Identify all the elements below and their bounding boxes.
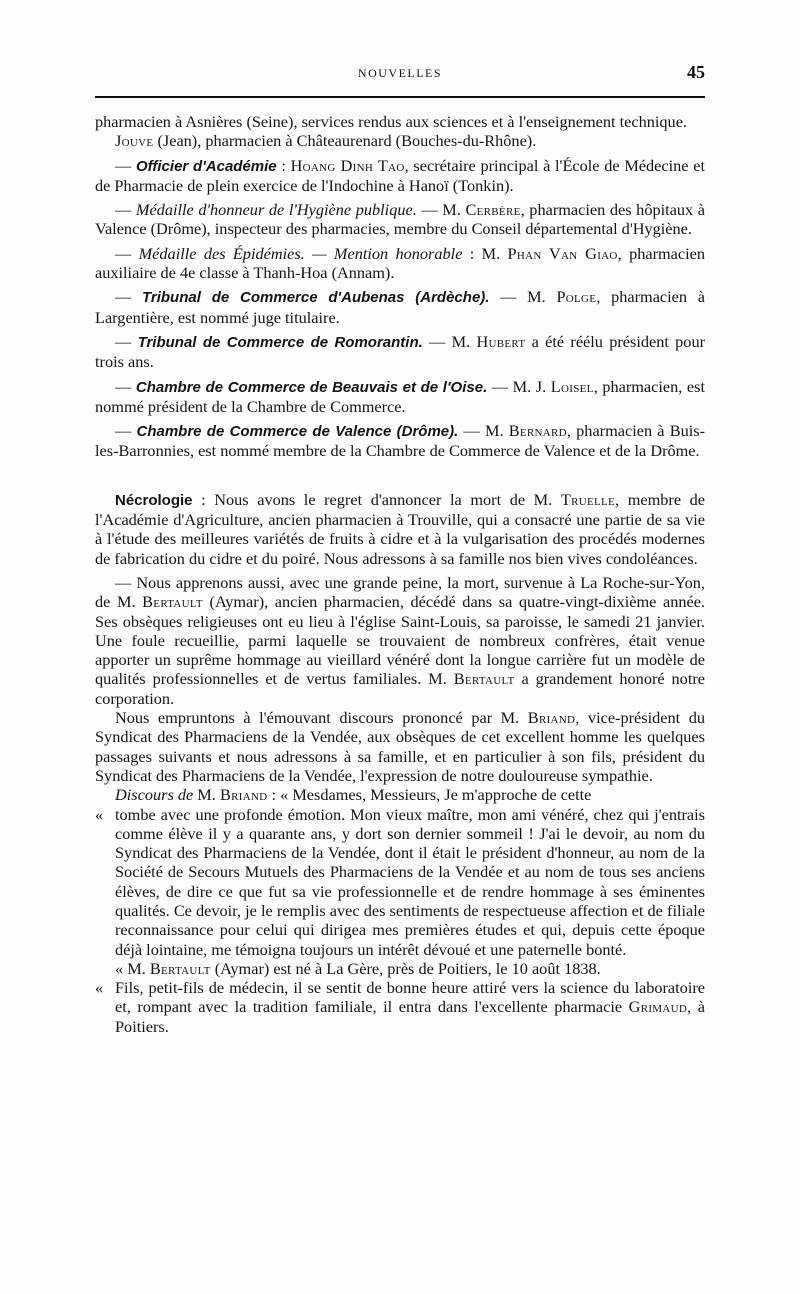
text-run: , pharmacien, est nommé président de la Chambre de Commerce. xyxy=(95,376,705,416)
text-run: — xyxy=(115,376,136,396)
text-run: a été réélu président pour trois ans. xyxy=(95,331,706,372)
running-head: NOUVELLES xyxy=(357,66,443,80)
person-name: Bertault xyxy=(453,669,515,689)
text-run: — xyxy=(115,421,137,441)
text-run: , membre de l'Académie d'Agriculture, ancien pharmacien à Trouville, qui a consacré une partie de sa vie à l'étude des meilleures variétés de fruits à cidre et à la vulgarisation des procédés modernes de fabrication du cidre et du poiré. Nous adressons à sa famille nos bien vives condoléances. xyxy=(95,489,706,568)
text-run: M. xyxy=(193,785,220,805)
section-heading: Chambre de Commerce de Beauvais et de l'Oise. xyxy=(135,378,488,396)
paragraph xyxy=(95,421,705,461)
text-run: — xyxy=(115,200,136,220)
person-name: Polge xyxy=(556,287,597,307)
person-name: Briand xyxy=(527,708,576,728)
section-heading: Chambre de Commerce de Valence (Drôme). xyxy=(136,423,459,441)
paragraph xyxy=(95,287,705,327)
person-name: Bertault xyxy=(142,592,203,612)
person-name: Phan Van Giao xyxy=(507,243,618,263)
paragraph xyxy=(95,805,705,959)
text-run: — M. xyxy=(416,200,466,220)
text-run: (Aymar), ancien pharmacien, décédé dans sa quatre-vingt-dixième année. Ses obsèques religieuses ont eu lieu à l'église Saint-Louis, sa paroisse, le samedi 21 janvier. Une foule recueillie, parmi laquelle se trouvaient de nombreux confrères, était venue apporter un suprême hommage au vieillard vénéré dont la longue carrière fut un modèle de qualités professionnelles et de vertus familiales. M. xyxy=(95,592,705,689)
italic-heading: Médaille d'honneur de l'Hygiène publique. xyxy=(135,200,417,220)
paragraph xyxy=(95,573,705,708)
text-run: : « Mesdames, Messieurs, Je m'approche de cette xyxy=(267,785,592,805)
text-run: — M. xyxy=(458,421,509,441)
paragraph xyxy=(95,156,705,196)
section-heading: Officier d'Académie xyxy=(136,157,277,175)
section-heading: Tribunal de Commerce de Romorantin. xyxy=(137,333,423,351)
text-run: : Nous avons le regret d'annoncer la mort de M. xyxy=(192,489,561,509)
page-number: 45 xyxy=(687,62,705,82)
paragraph xyxy=(95,959,705,978)
text-run: — xyxy=(115,155,136,175)
text-run: Nous empruntons à l'émouvant discours prononcé par M. xyxy=(115,708,528,728)
quote-mark: « xyxy=(95,978,104,998)
text-run: — M. J. xyxy=(487,376,551,396)
text-run: , pharmacien à Buis-les-Barronnies, est nommé membre de la Chambre de Commerce de Valence et de la Drôme. xyxy=(95,421,705,461)
person-name: Loisel xyxy=(550,376,594,396)
paragraph xyxy=(95,785,705,804)
italic-heading: Discours de xyxy=(115,785,194,805)
quote-mark: « xyxy=(95,804,104,824)
paragraph xyxy=(95,708,705,785)
section-heading: Tribunal de Commerce d'Aubenas (Ardèche). xyxy=(142,289,490,307)
text-run: , pharmacien à Largentière, est nommé juge titulaire. xyxy=(95,287,705,327)
person-name: Cerbère xyxy=(465,200,521,220)
text-run: , secrétaire principal à l'École de Médecine et de Pharmacie de plein exercice de l'Indochine à Hanoï (Tonkin). xyxy=(95,155,705,195)
text-run: — xyxy=(115,287,142,307)
text-run: Fils, petit-fils de médecin, il se sentit de bonne heure attiré vers la science du laboratoire et, rompant avec la tradition familiale, il entra dans l'excellente pharmacie xyxy=(115,978,705,1017)
text-run: — M. xyxy=(422,331,477,351)
text-run: tombe avec une profonde émotion. Mon vieux maître, mon ami vénéré, chez qui j'entrais comme élève il y a quarante ans, y dort son dernier sommeil ! J'ai le devoir, au nom du Syndicat des Pharmaciens de la Vendée, dont il était le président d'honneur, au nom de la Société de Secours Mutuels des Pharmaciens de la Vendée et au nom de tous ses anciens élèves, de dire ce que fut sa vie professionnelle et de rendre hommage à ses éminentes qualités. Ce devoir, je le remplis avec des sentiments de respectueuse affection et de filiale reconnaissance pour celui qui dirigea mes premières études et qui, depuis cette époque déjà lointaine, me témoigna toujours un intérêt dévoué et une paternelle bonté. xyxy=(115,804,705,959)
text-run: : xyxy=(276,155,291,175)
section-heading: Nécrologie xyxy=(115,491,193,509)
article-body xyxy=(95,112,705,1036)
text-run: , pharmacien des hôpitaux à Valence (Drôme), inspecteur des pharmacies, membre du Conseil départemental d'Hygiène. xyxy=(95,200,706,239)
text-run: pharmacien à Asnières (Seine), services rendus aux sciences et à l'enseignement technique. xyxy=(95,112,687,131)
text-run: , pharmacien auxiliaire de 4e classe à Thanh-Hoa (Annam). xyxy=(95,243,705,283)
paragraph xyxy=(95,332,705,372)
text-run: a grandement honoré notre corporation. xyxy=(95,669,705,708)
person-name: Jouve xyxy=(115,131,154,151)
page-header xyxy=(95,62,705,92)
text-run: — M. xyxy=(489,287,557,307)
paragraph xyxy=(95,978,705,1036)
text-run: (Aymar) est né à La Gère, près de Poitiers, le 10 août 1838. xyxy=(210,958,601,978)
paragraph xyxy=(95,244,705,283)
text-run: — xyxy=(115,331,138,351)
person-name: Bertault xyxy=(149,958,211,978)
text-run: (Jean), pharmacien à Châteaurenard (Bouches-du-Rhône). xyxy=(153,131,537,151)
paragraph xyxy=(95,131,705,150)
person-name: Truelle xyxy=(560,489,616,509)
paragraph xyxy=(95,377,705,417)
paragraph xyxy=(95,490,705,568)
paragraph xyxy=(95,200,705,239)
paragraph xyxy=(95,112,705,131)
text-run: — Nous apprenons aussi, avec une grande peine, la mort, survenue à La Roche-sur-Yon, de M. xyxy=(95,572,705,612)
text-run: : M. xyxy=(462,243,508,263)
text-run: , vice-président du Syndicat des Pharmaciens de la Vendée, aux obsèques de cet excellent homme les quelques passages suivants et nous adressons à sa famille, et en particulier à son fils, président du Syndicat des Pharmaciens de la Vendée, l'expression de notre douloureuse sympathie. xyxy=(95,708,705,785)
person-name: Hoang Dinh Tao xyxy=(290,155,405,175)
text-run: « M. xyxy=(115,958,150,978)
text-run: , à Poitiers. xyxy=(115,997,705,1036)
person-name: Hubert xyxy=(476,331,526,351)
person-name: Grimaud xyxy=(628,997,688,1017)
text-run: — xyxy=(115,243,139,263)
person-name: Bernard xyxy=(508,421,567,441)
italic-heading: Médaille des Épidémies. — Mention honorable xyxy=(138,243,463,263)
header-rule xyxy=(95,96,705,98)
person-name: Briand xyxy=(219,785,268,805)
